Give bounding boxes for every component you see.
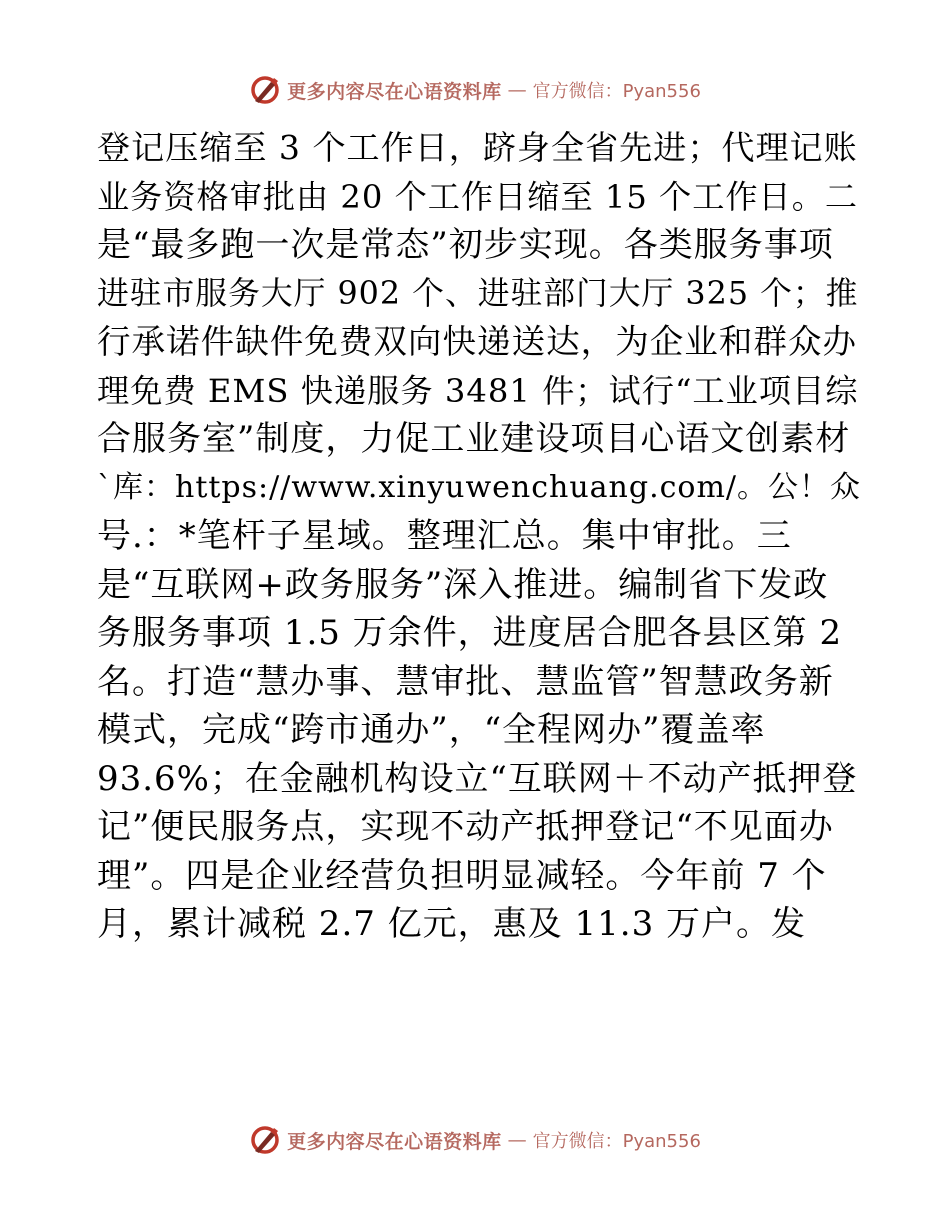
footer-watermark-banner bbox=[0, 1120, 950, 1160]
body-line: 名。打造“慧办事、慧审批、慧监管”智慧政务新 bbox=[97, 661, 834, 702]
body-line: 合服务室”制度，力促工业建设项目心语文创素材 bbox=[97, 419, 851, 459]
body-line: 业务资格审批由 20 个工作日缩至 15 个工作日。二 bbox=[97, 177, 859, 216]
pen-logo-icon bbox=[249, 1124, 281, 1156]
body-line: 登记压缩至 3 个工作日，跻身全省先进；代理记账 bbox=[97, 128, 858, 167]
body-line-url: `库：https://www.xinyuwenchuang.com/。公！众 bbox=[97, 469, 862, 505]
body-line: 号.：*笔杆子星域。整理汇总。集中审批。三 bbox=[97, 516, 792, 556]
watermark-separator: — bbox=[507, 1129, 527, 1151]
body-line: 记”便民服务点，实现不动产抵押登记“不见面办 bbox=[97, 807, 834, 847]
body-line: 进驻市服务大厅 902 个、进驻部门大厅 325 个；推 bbox=[97, 275, 859, 312]
body-line: 月，累计减税 2.7 亿元，惠及 11.3 万户。发 bbox=[97, 904, 807, 944]
body-line: 是“互联网+政务服务”深入推进。编制省下发政 bbox=[97, 564, 829, 605]
header-watermark-banner bbox=[0, 70, 950, 110]
body-line: 务服务事项 1.5 万余件，进度居合肥各县区第 2 bbox=[97, 613, 843, 653]
body-line: 行承诺件缺件免费双向快递送达，为企业和群众办 bbox=[97, 322, 858, 361]
body-line: 理免费 EMS 快递服务 3481 件；试行“工业项目综 bbox=[97, 371, 859, 410]
watermark-wechat-text: 官方微信：Pyan556 bbox=[532, 1131, 701, 1152]
pen-logo-icon bbox=[249, 74, 281, 106]
body-line: 93.6%；在金融机构设立“互联网＋不动产抵押登 bbox=[97, 758, 858, 799]
watermark-separator: — bbox=[507, 79, 527, 101]
body-line: 理”。四是企业经营负担明显减轻。今年前 7 个 bbox=[97, 855, 827, 896]
watermark-main-text: 更多内容尽在心语资料库 bbox=[287, 1130, 502, 1153]
document-body bbox=[97, 124, 862, 949]
watermark-main-text: 更多内容尽在心语资料库 bbox=[287, 80, 502, 103]
body-line: 是“最多跑一次是常态”初步实现。各类服务事项 bbox=[97, 225, 834, 265]
watermark-wechat-text: 官方微信：Pyan556 bbox=[532, 81, 701, 102]
body-line: 模式，完成“跨市通办”，“全程网办”覆盖率 bbox=[97, 710, 766, 750]
